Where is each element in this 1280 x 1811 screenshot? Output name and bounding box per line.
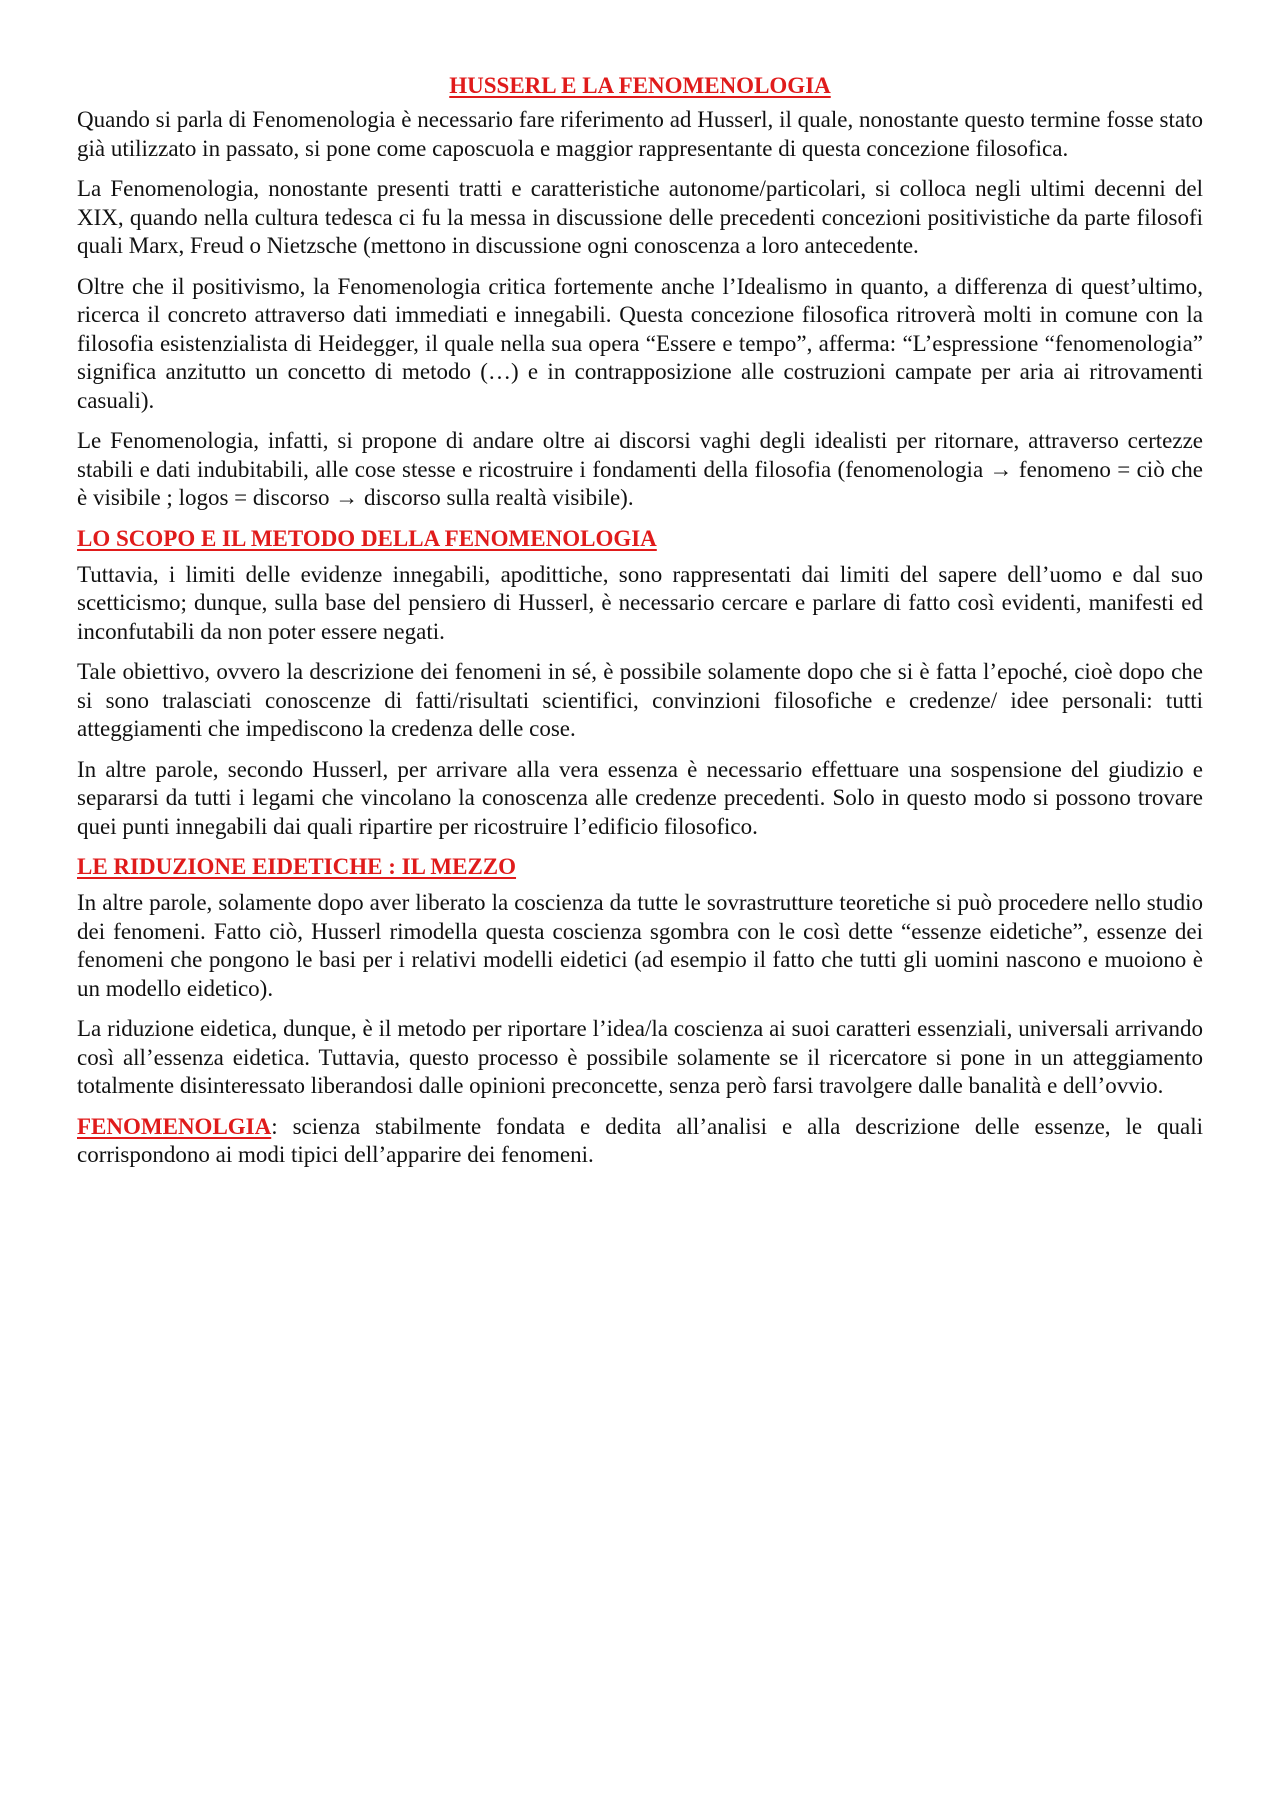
section-heading-riduzione-eidetiche: LE RIDUZIONE EIDETICHE : IL MEZZO xyxy=(77,854,517,879)
paragraph: Le Fenomenologia, infatti, si propone di andare oltre ai discorsi vaghi degli idealisti per ritornare, attraverso certezze stabili e dati indubitabili, alle cose stesse e ricostruire i fondamenti della filosofia (fenomenologia → fenomeno = ciò che è visibile ; logos = discorso → discorso sulla realtà visibile). xyxy=(77,428,1203,510)
paragraph: In altre parole, secondo Husserl, per arrivare alla vera essenza è necessario effettuare una sospensione del giudizio e separarsi da tutti i legami che vincolano la conoscenza alle credenze precedenti. Solo in questo modo si possono trovare quei punti innegabili dai quali ripartire per ricostruire l’edificio filosofico. xyxy=(77,756,1203,839)
paragraph: Tuttavia, i limiti delle evidenze innegabili, apodittiche, sono rappresentati dai limiti del sapere dell’uomo e dal suo scetticismo; dunque, sulla base del pensiero di Husserl, è necessario cercare e parlare di fatto così evidenti, manifesti ed inconfutabili da non poter essere negati. xyxy=(77,561,1203,644)
paragraph: Quando si parla di Fenomenologia è necessario fare riferimento ad Husserl, il quale, nonostante questo termine fosse stato già utilizzato in passato, si pone come caposcuola e maggior rappresentante di questa concezione filosofica. xyxy=(77,107,1203,161)
definition-text: : scienza stabilmente fondata e dedita all’analisi e alla descrizione delle essenze, le quali corrispondono ai modi tipici dell’apparire dei fenomeni. xyxy=(77,1113,1203,1167)
paragraph: Oltre che il positivismo, la Fenomenologia critica fortemente anche l’Idealismo in quanto, a differenza di quest’ultimo, ricerca il concreto attraverso dati immediati e innegabili. Questa concezione filosofica ritroverà molti in comune con la filosofia esistenzialista di Heidegger, il quale nella sua opera “Essere e tempo”, afferma: “L’espressione “fenomenologia” significa anzitutto un concetto di metodo (…) e in contrapposizione alle costruzioni campate per aria ai ritrovamenti casuali). xyxy=(77,273,1203,413)
paragraph: Tale obiettivo, ovvero la descrizione dei fenomeni in sé, è possibile solamente dopo che si è fatta l’epoché, cioè dopo che si sono tralasciati conoscenze di fatti/risultati scientifici, convinzioni filosofiche e credenze/ idee personali: tutti atteggiamenti che impediscono la credenza delle cose. xyxy=(77,659,1203,741)
definition-paragraph xyxy=(77,1113,1203,1170)
definition-term: FENOMENOLGIA xyxy=(77,1113,272,1139)
paragraph: La riduzione eidetica, dunque, è il metodo per riportare l’idea/la coscienza ai suoi caratteri essenziali, universali arrivando così all’essenza eidetica. Tuttavia, questo processo è possibile solamente se il ricercatore si pone in un atteggiamento totalmente disinteressato liberandosi dalle opinioni preconcette, senza però farsi travolgere dalle banalità e dell’ovvio. xyxy=(77,1016,1203,1098)
paragraph: La Fenomenologia, nonostante presenti tratti e caratteristiche autonome/particolari, si colloca negli ultimi decenni del XIX, quando nella cultura tedesca ci fu la messa in discussione delle precedenti concezioni positivistiche da parte filosofi quali Marx, Freud o Nietzsche (mettono in discussione ogni conoscenza a loro antecedente. xyxy=(77,176,1203,258)
document-title: HUSSERL E LA FENOMENOLOGIA xyxy=(449,73,831,98)
document-page xyxy=(77,72,1203,1182)
paragraph: In altre parole, solamente dopo aver liberato la coscienza da tutte le sovrastrutture teoretiche si può procedere nello studio dei fenomeni. Fatto ciò, Husserl rimodella questa coscienza sgombra con le così dette “essenze eidetiche”, essenze dei fenomeni che pongono le basi per i relativi modelli eidetici (ad esempio il fatto che tutti gli uomini nascono e muoiono è un modello eidetico). xyxy=(77,890,1203,1001)
section-heading-scopo-metodo: LO SCOPO E IL METODO DELLA FENOMENOLOGIA xyxy=(77,525,657,551)
